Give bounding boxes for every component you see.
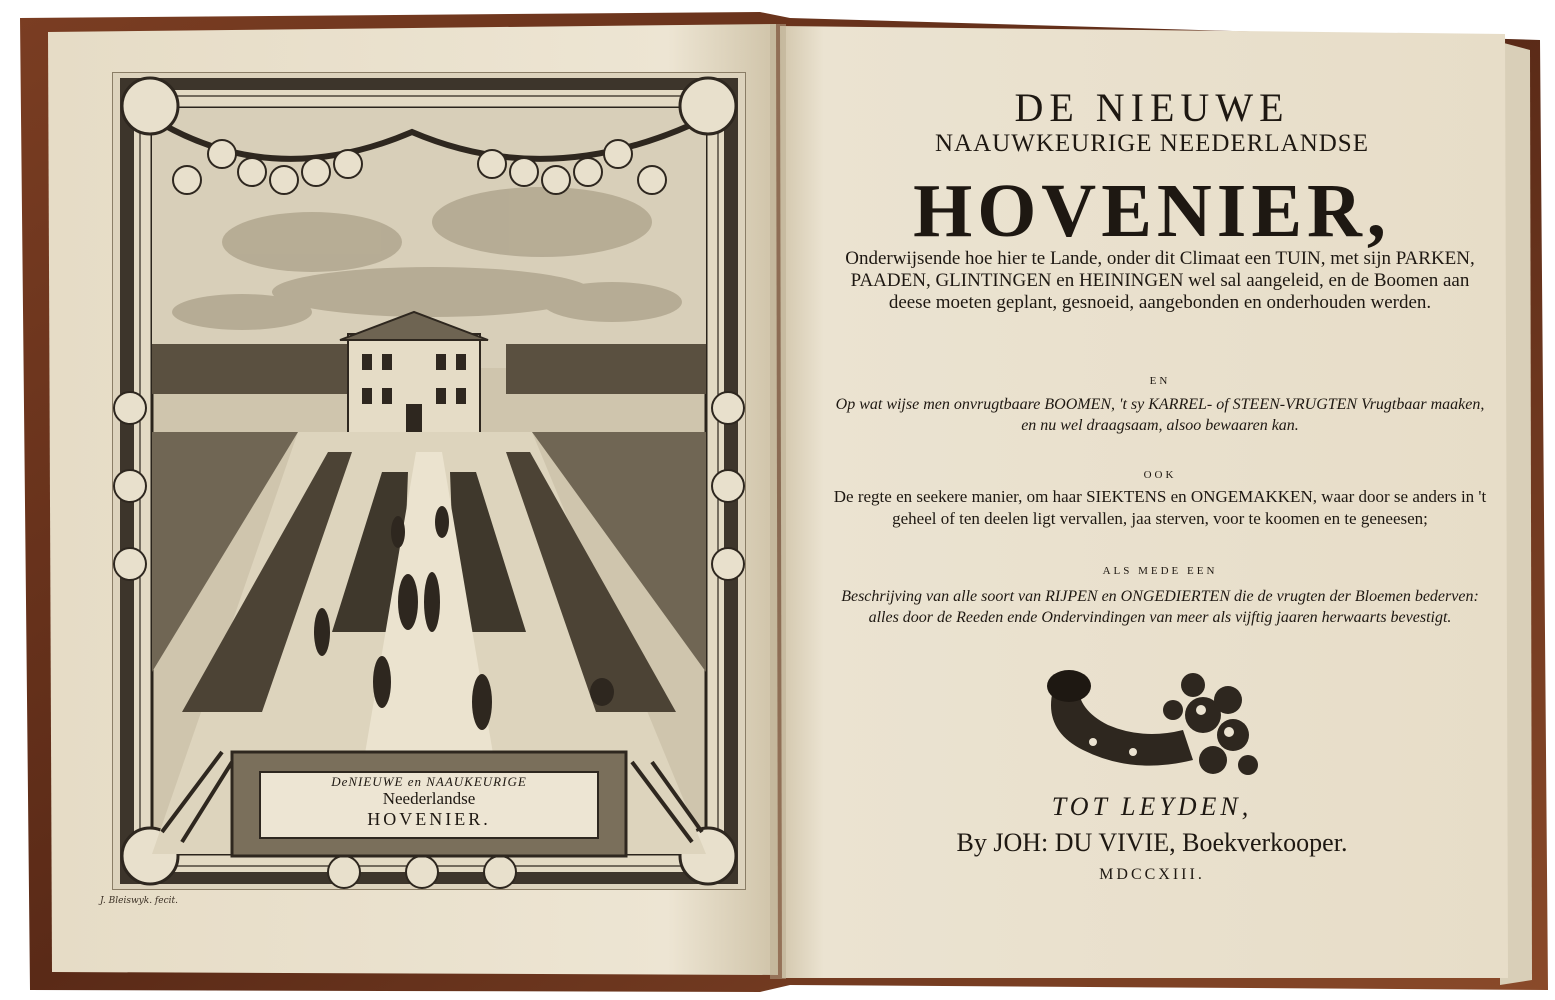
plate-title-line3: HOVENIER. [367, 809, 491, 829]
imprint-publisher: By JOH: DU VIVIE, Boekverkooper. [956, 828, 1348, 857]
separator-en: EN [1149, 375, 1171, 387]
title-line-de-nieuwe: DE NIEUWE [1014, 85, 1290, 130]
subtitle-paragraph-1: Onderwijsende hoe hier te Lande, onder dit Climaat een TUIN, met sijn PARKEN, PAADEN, GLINTINGEN en HEININGEN wel sal aangeleid, en de Boomen aan deese moeten geplant, gesnoeid, aangebonden en onderhouden werden. [845, 248, 1475, 313]
title-line-hovenier: HOVENIER, [913, 169, 1391, 253]
title-line-naauwkeurige: NAAUWKEURIGE NEEDERLANDSE [935, 130, 1369, 157]
cornucopia-ornament [1033, 660, 1273, 800]
frontispiece-engraving [112, 72, 746, 890]
title-page [800, 84, 1504, 884]
imprint-place: TOT LEYDEN, [1051, 792, 1253, 821]
plate-title-cartouche [262, 774, 596, 836]
subtitle-paragraph-4: Beschrijving van alle soort van RIJPEN en ONGEDIERTEN die de vrugten der Bloemen bederven: alles door de Reeden ende Ondervindingen van meer als vijftig jaaren herwaarts bevestigt. [841, 588, 1479, 626]
subtitle-paragraph-3: De regte en seekere manier, om haar SIEKTENS en ONGEMAKKEN, waar door se anders in 't geheel of ten deelen ligt vervallen, jaa sterven, voor te koomen en te geneesen; [833, 487, 1487, 528]
separator-als-mede-een: ALS MEDE EEN [1102, 565, 1218, 577]
plate-title-line2: Neederlandse [382, 789, 476, 808]
subtitle-paragraph-2: Op wat wijse men onvrugtbaare BOOMEN, 't sy KARREL- of STEEN-VRUGTEN Vrugtbaar maaken, en nu wel draagsaam, alsoo bewaaren kan. [835, 396, 1485, 434]
plate-title-line1: DeNIEUWE en NAAUKEURIGE [331, 774, 527, 789]
engraver-credit: J. Bleiswyk. fecit. [100, 896, 178, 906]
imprint-year: MDCCXIII. [1099, 866, 1205, 883]
separator-ook: OOK [1143, 469, 1177, 481]
